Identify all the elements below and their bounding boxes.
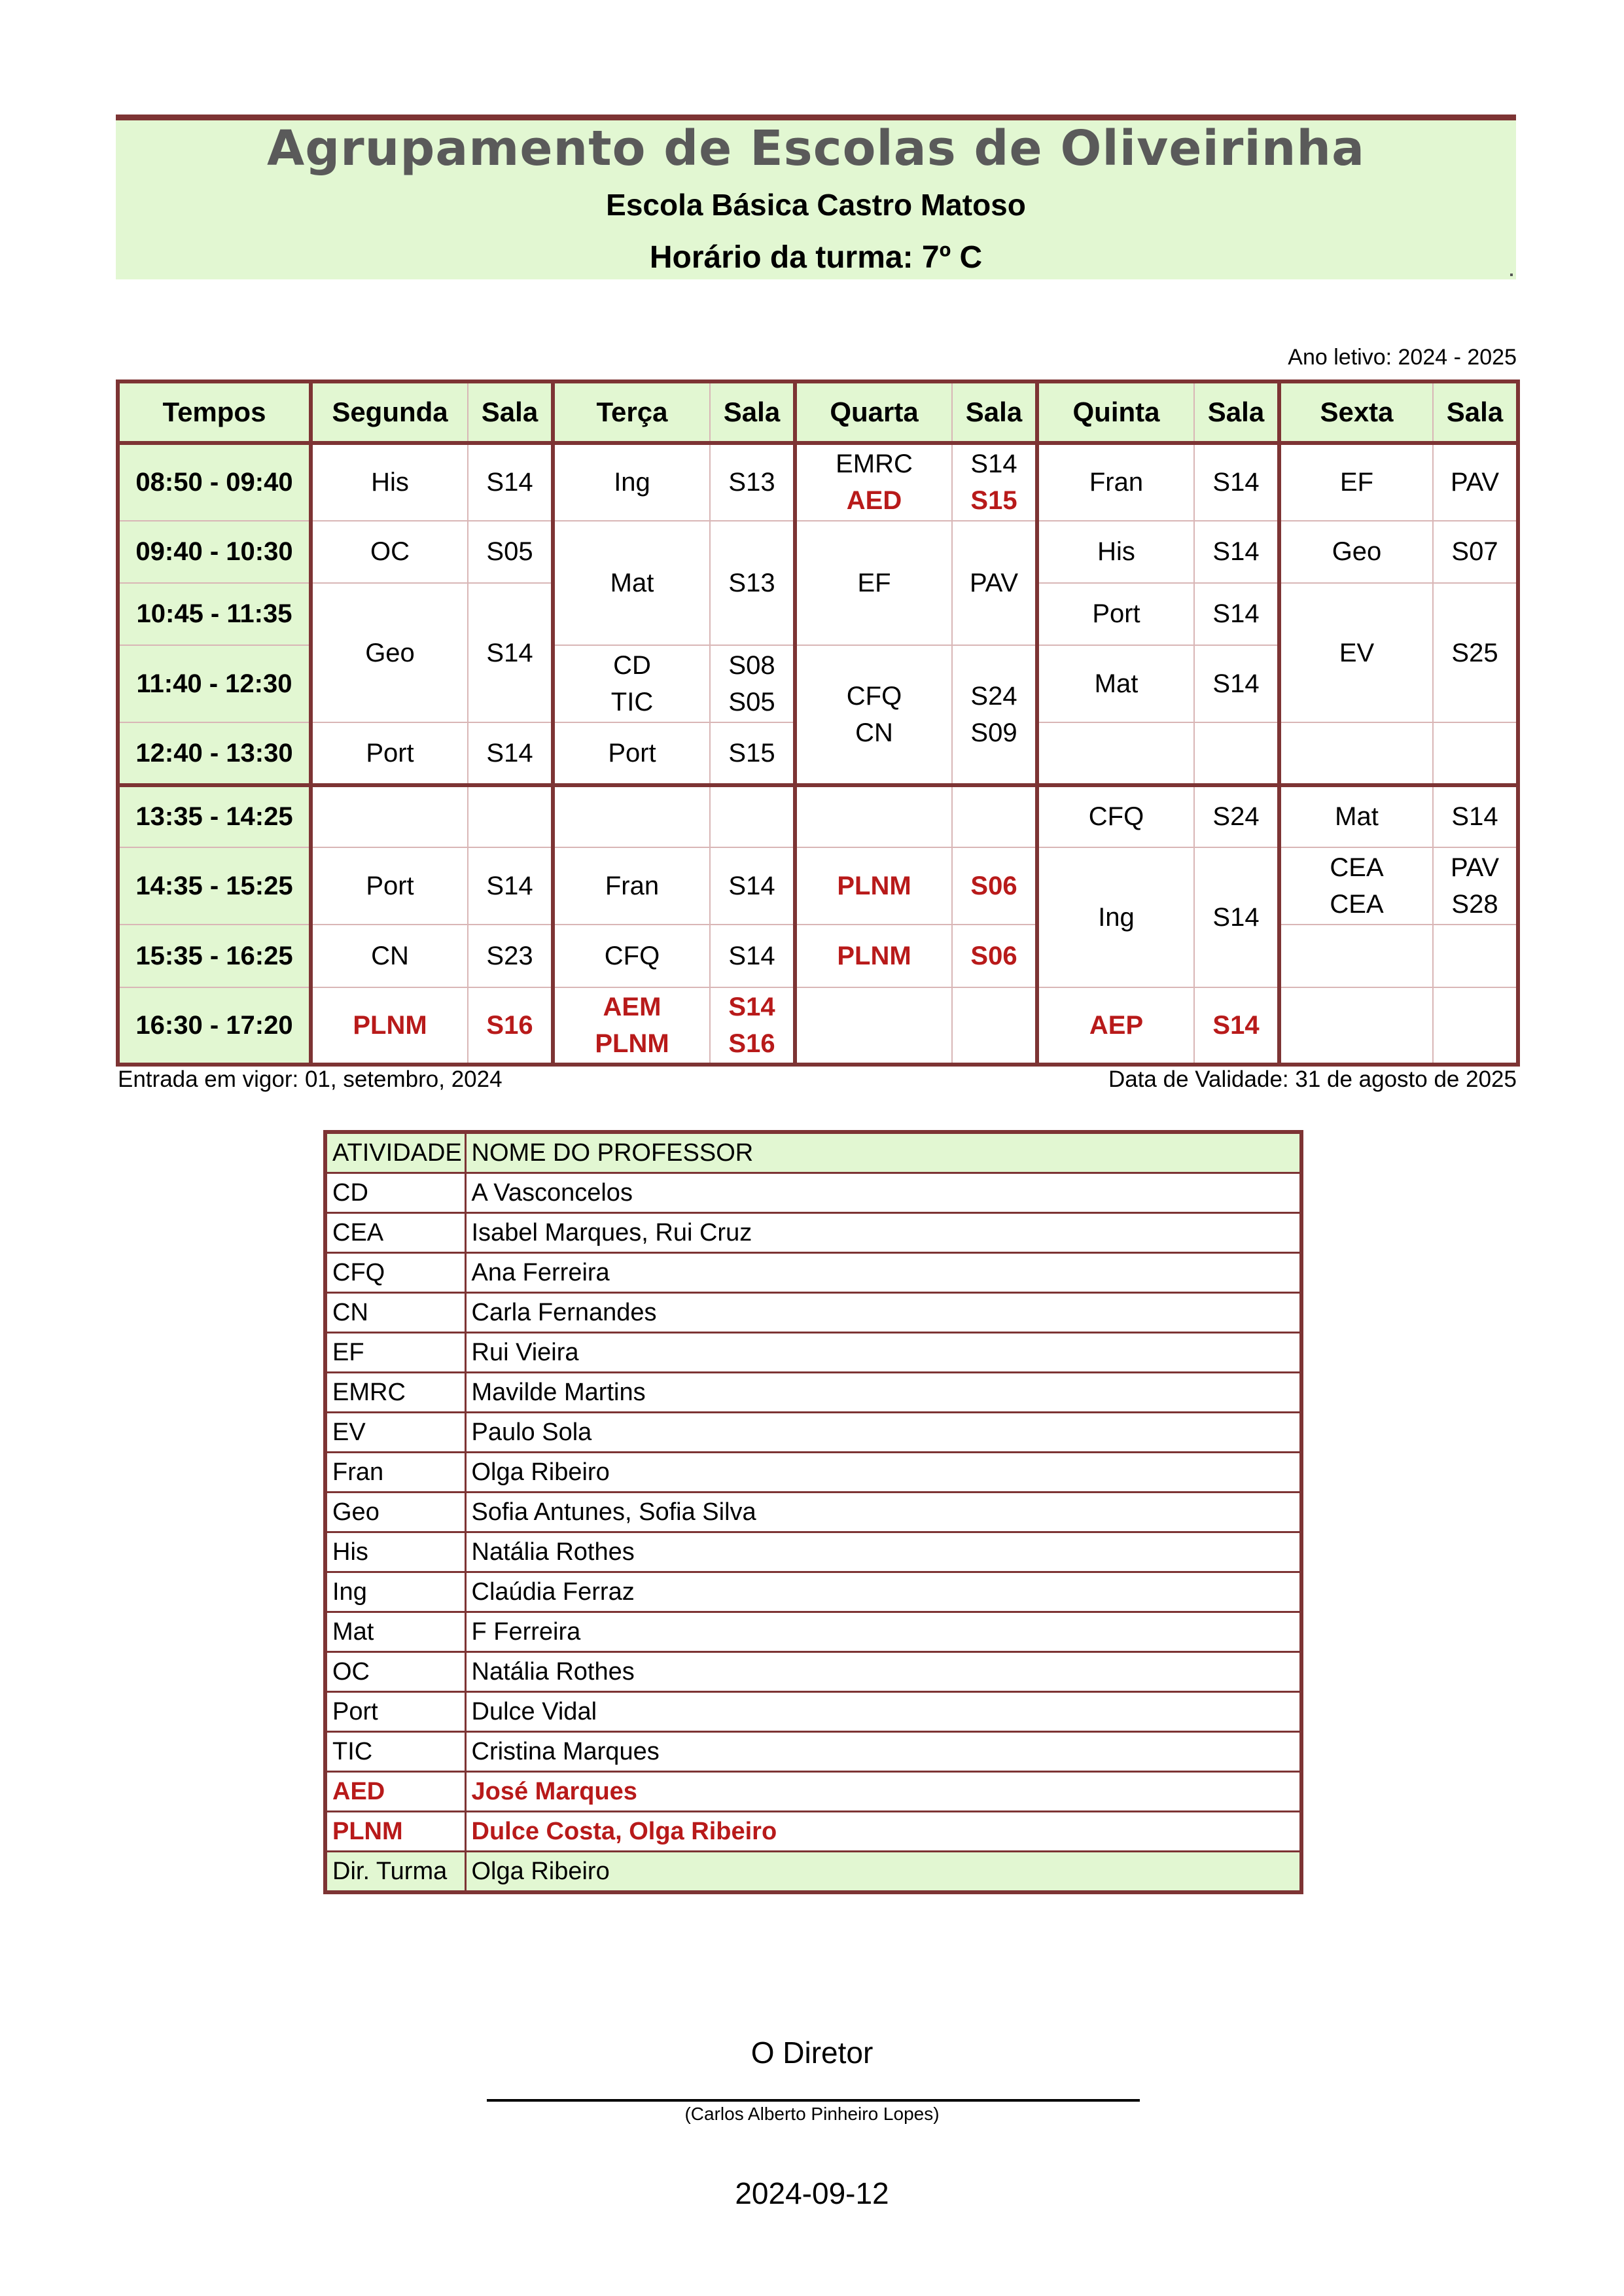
teacher-row	[325, 1692, 1301, 1732]
schedule-header-row	[118, 381, 1518, 443]
class-entry: CN	[855, 718, 893, 747]
class-cell: Fran	[1037, 443, 1194, 520]
room-cell-highlight: S16	[468, 987, 553, 1065]
schedule-row	[118, 847, 1518, 925]
header-tempos: Tempos	[118, 381, 311, 443]
room-cell-highlight: S14	[1194, 987, 1279, 1065]
class-entry: CD	[613, 651, 651, 680]
class-cell: Geo	[311, 583, 468, 723]
teacher-name: Cristina Marques	[465, 1732, 1301, 1772]
teacher-name: Dulce Vidal	[465, 1692, 1301, 1732]
class-entry: CEA	[1330, 890, 1384, 919]
class-cell: Port	[1037, 583, 1194, 645]
header-sala: Sala	[1194, 381, 1279, 443]
class-cell: Mat	[1279, 785, 1433, 847]
teacher-row	[325, 1572, 1301, 1612]
class-entry-highlight: PLNM	[595, 1029, 669, 1058]
teacher-row	[325, 1532, 1301, 1572]
room-cell: S14	[1194, 583, 1279, 645]
class-cell-highlight	[553, 987, 710, 1065]
room-cell	[1433, 722, 1518, 785]
room-cell: S14	[1194, 645, 1279, 722]
header-quarta: Quarta	[795, 381, 952, 443]
class-cell	[795, 443, 952, 520]
teacher-name: Paulo Sola	[465, 1413, 1301, 1453]
activity: Port	[325, 1692, 465, 1732]
class-cell: Port	[553, 722, 710, 785]
schedule-row	[118, 521, 1518, 583]
room-cell: S14	[1194, 443, 1279, 520]
room-cell-highlight: S06	[952, 847, 1037, 925]
room-cell	[468, 785, 553, 847]
class-cell: OC	[311, 521, 468, 583]
teacher-name: Olga Ribeiro	[465, 1852, 1301, 1893]
teacher-name: Natália Rothes	[465, 1532, 1301, 1572]
class-cell: Port	[311, 722, 468, 785]
room-cell: S24	[1194, 785, 1279, 847]
stray-dot	[1510, 274, 1513, 276]
document-date: 2024-09-12	[735, 2176, 889, 2210]
teacher-row	[325, 1293, 1301, 1333]
room-cell	[952, 987, 1037, 1065]
class-cell	[553, 785, 710, 847]
room-cell	[1194, 722, 1279, 785]
room-cell: S14	[468, 847, 553, 925]
time-slot: 10:45 - 11:35	[118, 583, 311, 645]
room-cell: PAV	[1433, 443, 1518, 520]
col-atividade-header: ATIVIDADE	[325, 1132, 465, 1173]
room-entry: S08	[728, 651, 775, 680]
teacher-name: Ana Ferreira	[465, 1253, 1301, 1293]
time-slot: 11:40 - 12:30	[118, 645, 311, 722]
teacher-name: Carla Fernandes	[465, 1293, 1301, 1333]
room-entry: PAV	[1450, 853, 1500, 883]
room-cell	[952, 443, 1037, 520]
time-slot: 15:35 - 16:25	[118, 925, 311, 987]
teacher-name: Sofia Antunes, Sofia Silva	[465, 1492, 1301, 1532]
room-entry-highlight: S16	[728, 1029, 775, 1058]
room-cell: S14	[468, 583, 553, 723]
class-cell: CFQ	[1037, 785, 1194, 847]
time-slot: 16:30 - 17:20	[118, 987, 311, 1065]
time-slot: 09:40 - 10:30	[118, 521, 311, 583]
director-name: (Carlos Alberto Pinheiro Lopes)	[684, 2104, 940, 2124]
teacher-name: Olga Ribeiro	[465, 1453, 1301, 1492]
teacher-row	[325, 1492, 1301, 1532]
schedule-row	[118, 925, 1518, 987]
teacher-name: Dulce Costa, Olga Ribeiro	[465, 1812, 1301, 1852]
effective-date: Entrada em vigor: 01, setembro, 2024	[118, 1067, 503, 1092]
room-cell	[710, 645, 795, 722]
class-cell	[1279, 847, 1433, 925]
room-entry-highlight: S14	[728, 992, 775, 1021]
activity: EMRC	[325, 1373, 465, 1413]
teacher-row-highlight	[325, 1772, 1301, 1812]
room-cell	[710, 785, 795, 847]
room-cell: S14	[468, 443, 553, 520]
teacher-name: Isabel Marques, Rui Cruz	[465, 1213, 1301, 1253]
teacher-row	[325, 1173, 1301, 1213]
header-sexta: Sexta	[1279, 381, 1433, 443]
activity: OC	[325, 1652, 465, 1692]
class-schedule-title: Horário da turma: 7º C	[649, 240, 983, 275]
teacher-row	[325, 1453, 1301, 1492]
room-cell: S14	[1433, 785, 1518, 847]
class-cell-highlight: PLNM	[311, 987, 468, 1065]
class-cell: Mat	[1037, 645, 1194, 722]
teachers-table	[323, 1130, 1303, 1894]
activity: CEA	[325, 1213, 465, 1253]
activity: TIC	[325, 1732, 465, 1772]
room-cell: S14	[710, 847, 795, 925]
room-cell: S13	[710, 521, 795, 646]
room-cell	[1433, 987, 1518, 1065]
room-entry-highlight: S15	[970, 486, 1017, 516]
teacher-row-highlight	[325, 1812, 1301, 1852]
class-cell	[1037, 722, 1194, 785]
room-entry: S28	[1451, 890, 1498, 919]
teacher-name: Rui Vieira	[465, 1333, 1301, 1373]
activity: PLNM	[325, 1812, 465, 1852]
room-cell	[952, 785, 1037, 847]
room-cell	[1433, 847, 1518, 925]
activity: EV	[325, 1413, 465, 1453]
col-nome-header: NOME DO PROFESSOR	[465, 1132, 1301, 1173]
room-cell: PAV	[952, 521, 1037, 646]
teacher-name: Mavilde Martins	[465, 1373, 1301, 1413]
activity: Fran	[325, 1453, 465, 1492]
class-cell-highlight: AEP	[1037, 987, 1194, 1065]
teacher-row	[325, 1253, 1301, 1293]
room-cell: S23	[468, 925, 553, 987]
class-cell	[795, 645, 952, 785]
schedule-row	[118, 785, 1518, 847]
document-header	[116, 115, 1516, 279]
activity: CFQ	[325, 1253, 465, 1293]
room-cell: S15	[710, 722, 795, 785]
schedule-table	[116, 380, 1520, 1067]
teacher-row	[325, 1652, 1301, 1692]
school-name: Escola Básica Castro Matoso	[606, 188, 1026, 222]
class-cell	[1279, 987, 1433, 1065]
class-cell	[1279, 925, 1433, 987]
time-slot: 14:35 - 15:25	[118, 847, 311, 925]
activity: Mat	[325, 1612, 465, 1652]
class-cell-highlight: PLNM	[795, 847, 952, 925]
class-entry: EMRC	[836, 450, 913, 479]
room-cell: S25	[1433, 583, 1518, 723]
class-entry: CFQ	[846, 681, 902, 711]
header-sala: Sala	[468, 381, 553, 443]
room-cell: S13	[710, 443, 795, 520]
activity: His	[325, 1532, 465, 1572]
activity: CD	[325, 1173, 465, 1213]
header-quinta: Quinta	[1037, 381, 1194, 443]
header-sala: Sala	[1433, 381, 1518, 443]
class-cell: EF	[1279, 443, 1433, 520]
class-cell	[553, 645, 710, 722]
teacher-name: Claúdia Ferraz	[465, 1572, 1301, 1612]
room-cell	[952, 645, 1037, 785]
teacher-row	[325, 1373, 1301, 1413]
class-cell	[311, 785, 468, 847]
room-cell	[1433, 925, 1518, 987]
validity-date: Data de Validade: 31 de agosto de 2025	[1108, 1067, 1517, 1092]
room-cell-highlight	[710, 987, 795, 1065]
teacher-row	[325, 1333, 1301, 1373]
teacher-name: A Vasconcelos	[465, 1173, 1301, 1213]
class-cell: EV	[1279, 583, 1433, 723]
class-cell: Fran	[553, 847, 710, 925]
activity: Dir. Turma	[325, 1852, 465, 1893]
teacher-name: José Marques	[465, 1772, 1301, 1812]
header-sala: Sala	[710, 381, 795, 443]
class-director-row	[325, 1852, 1301, 1893]
room-cell: S07	[1433, 521, 1518, 583]
teacher-row	[325, 1612, 1301, 1652]
class-entry-highlight: AEM	[603, 992, 662, 1021]
teacher-row	[325, 1213, 1301, 1253]
director-title: O Diretor	[750, 2036, 874, 2070]
room-cell: S14	[1194, 847, 1279, 987]
teacher-row	[325, 1413, 1301, 1453]
activity: AED	[325, 1772, 465, 1812]
time-slot: 08:50 - 09:40	[118, 443, 311, 520]
room-cell-highlight: S06	[952, 925, 1037, 987]
room-entry: S05	[728, 688, 775, 717]
activity: CN	[325, 1293, 465, 1333]
class-cell: Geo	[1279, 521, 1433, 583]
class-cell	[795, 785, 952, 847]
signature-line	[487, 2099, 1140, 2102]
class-cell	[795, 987, 952, 1065]
schedule-row	[118, 987, 1518, 1065]
class-entry: CEA	[1330, 853, 1384, 883]
time-slot: 13:35 - 14:25	[118, 785, 311, 847]
activity: Geo	[325, 1492, 465, 1532]
room-cell: S14	[710, 925, 795, 987]
activity: Ing	[325, 1572, 465, 1612]
room-entry: S24	[970, 681, 1017, 711]
class-entry: TIC	[610, 688, 654, 717]
schedule-row	[118, 443, 1518, 520]
class-cell: CFQ	[553, 925, 710, 987]
class-cell: CN	[311, 925, 468, 987]
header-segunda: Segunda	[311, 381, 468, 443]
activity: EF	[325, 1333, 465, 1373]
class-cell: Port	[311, 847, 468, 925]
room-cell: S05	[468, 521, 553, 583]
class-cell	[1279, 722, 1433, 785]
room-entry: S09	[970, 718, 1017, 747]
class-cell: Mat	[553, 521, 710, 646]
room-entry: S14	[970, 450, 1017, 479]
class-cell-highlight: PLNM	[795, 925, 952, 987]
time-slot: 12:40 - 13:30	[118, 722, 311, 785]
header-terca: Terça	[553, 381, 710, 443]
room-cell: S14	[1194, 521, 1279, 583]
header-sala: Sala	[952, 381, 1037, 443]
teacher-row	[325, 1732, 1301, 1772]
class-cell: Ing	[553, 443, 710, 520]
organization-title: Agrupamento de Escolas de Oliveirinha	[266, 120, 1366, 177]
class-cell: EF	[795, 521, 952, 646]
teacher-name: Natália Rothes	[465, 1652, 1301, 1692]
class-entry-highlight: AED	[846, 486, 902, 516]
teachers-header-row	[325, 1132, 1301, 1173]
room-cell: S14	[468, 722, 553, 785]
class-cell: His	[1037, 521, 1194, 583]
class-cell: His	[311, 443, 468, 520]
teacher-name: F Ferreira	[465, 1612, 1301, 1652]
school-year: Ano letivo: 2024 - 2025	[1288, 345, 1517, 370]
class-cell: Ing	[1037, 847, 1194, 987]
